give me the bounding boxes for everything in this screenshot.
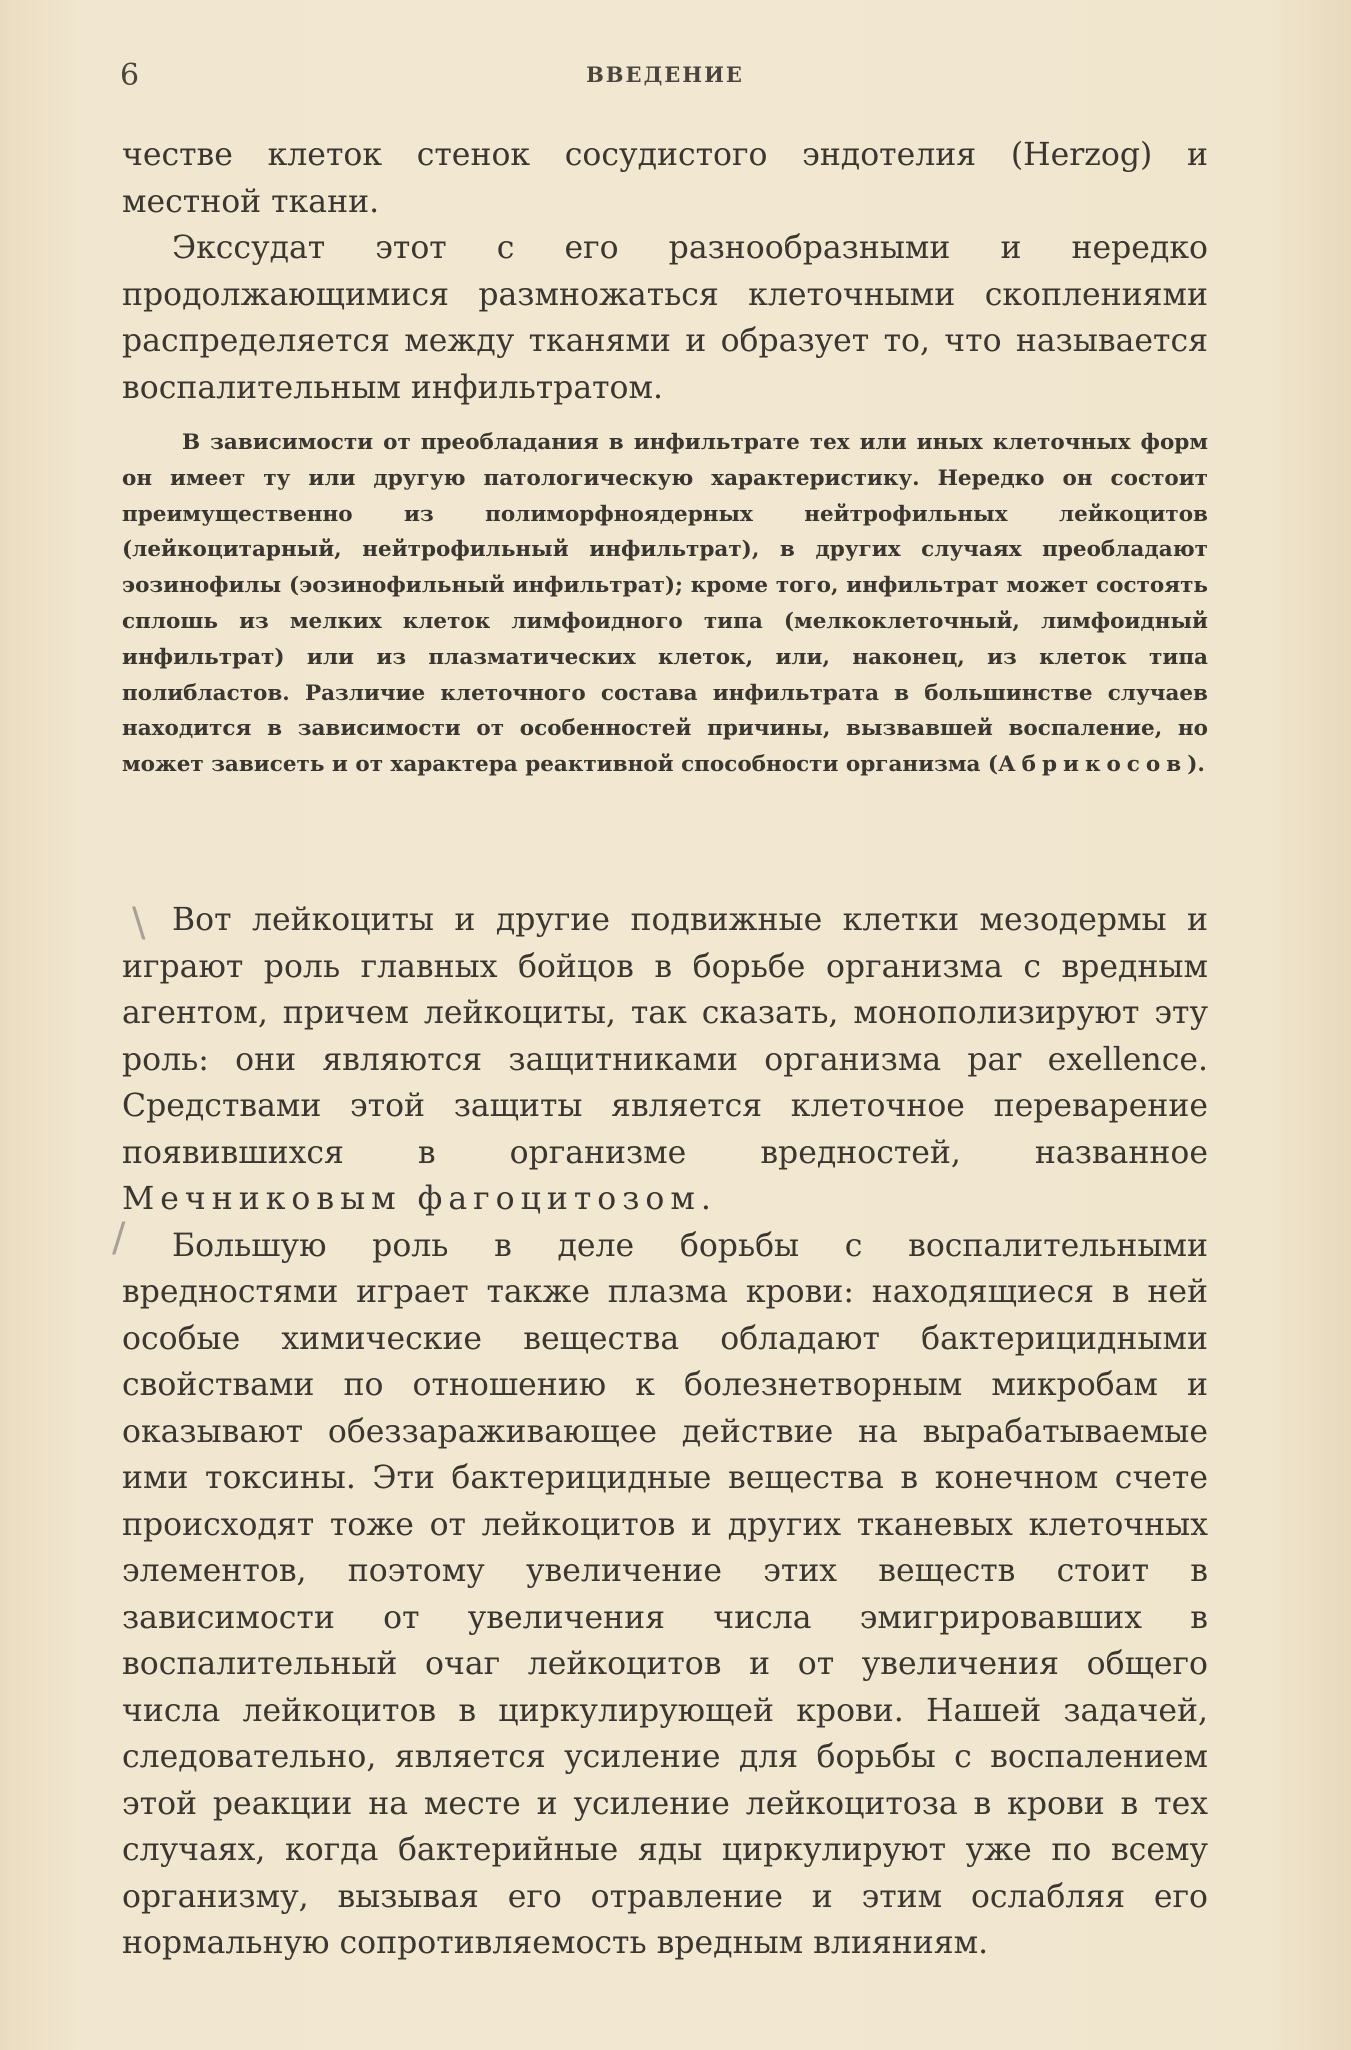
- small-print-note: [122, 425, 1208, 783]
- paragraph-leukocytes-text: Вот лейкоциты и другие подвижные клетки мезодермы и играют роль главных бойцов в борьбе организма с вредным агентом, причем лейкоциты, так сказать, монополизируют эту роль: они являются защитниками организма par exellence. Средствами этой защиты является клеточное переварение появившихся в организме вредностей, названное: [122, 902, 1208, 1171]
- note-paragraph: В зависимости от преобладания в инфильтрате тех или иных клеточных форм он имеет ту или другую патологическую характеристику. Нередко он состоит преимущественно из полиморфноядерных нейтрофильных лейкоцитов (лейкоцитарный, нейтрофильный инфильтрат), в других случаях преобладают эозинофилы (эозинофильный инфильтрат); кроме того, инфильтрат может состоять сплошь из мелких клеток лимфоидного типа (мелкоклеточный, лимфоидный инфильтрат) или из плазматических клеток, или, наконец, из клеток типа полибластов. Различие клеточного состава инфильтрата в большинстве случаев находится в зависимости от особенностей причины, вызвавшей воспаление, но может зависеть и от характера реактивной способности организма (Абрикосов).: [122, 430, 1208, 778]
- note-tail: ).: [1187, 752, 1205, 778]
- page-number: 6: [120, 58, 140, 93]
- paragraph-plasma: Большую роль в деле борьбы с воспалительными вредностями играет также плазма крови: находящиеся в ней особые химические вещества обладают бактерицидными свойствами по отношению к болезнетворным микробам и оказывают обеззараживающее действие на вырабатываемые ими токсины. Эти бактерицидные вещества в конечном счете происходят тоже от лейкоцитов и других тканевых клеточных элементов, поэтому увеличение этих веществ стоит в зависимости от увеличения числа эмигрировавших в воспалительный очаг лейкоцитов и от увеличения общего числа лейкоцитов в циркулирующей крови. Нашей задачей, следовательно, является усиление для борьбы с воспалением этой реакции на месте и усиление лейкоцитоза в крови в тех случаях, когда бактерийные яды циркулируют уже по всему организму, вызывая его отравление и этим ослабляя его нормальную сопротивляемость вредным влияниям.: [122, 1227, 1208, 1961]
- paragraph-leukocytes-end: .: [700, 1181, 711, 1217]
- note-author: Абрикосов: [998, 752, 1188, 778]
- paragraph-leukocytes: [122, 897, 1208, 1223]
- phagocytosis-term: Мечниковым фагоцитозом: [122, 1181, 701, 1217]
- running-title: ВВЕДЕНИЕ: [586, 62, 744, 87]
- note-text: В зависимости от преобладания в инфильтрате тех или иных клеточных форм он имеет ту или другую патологическую характеристику. Нередко он состоит преимущественно из полиморфноядерных нейтрофильных лейкоцитов (лейкоцитарный, нейтрофильный инфильтрат), в других случаях преобладают эозинофилы (эозинофильный инфильтрат); кроме того, инфильтрат может состоять сплошь из мелких клеток лимфоидного типа (мелкоклеточный, лимфоидный инфильтрат) или из плазматических клеток, или, наконец, из клеток типа полибластов. Различие клеточного состава инфильтрата в большинстве случаев находится в зависимости от особенностей причины, вызвавшей воспаление, но может зависеть и от характера реактивной способности организма: [122, 430, 1208, 778]
- paragraph-continuation: честве клеток стенок сосудистого эндотелия (Herzog) и местной ткани.: [122, 137, 1208, 220]
- margin-check-mark: \: [132, 900, 146, 946]
- text-block-bottom: [122, 897, 1208, 1967]
- text-block-top: [122, 132, 1208, 411]
- page-header: [120, 58, 1210, 98]
- margin-check-mark-2: /: [112, 1215, 126, 1261]
- paragraph-exudate: Экссудат этот с его разнообразными и нередко продолжающимися размножаться клеточными скоплениями распределяется между тканями и образует то, что называется воспалительным инфильтратом.: [122, 230, 1208, 406]
